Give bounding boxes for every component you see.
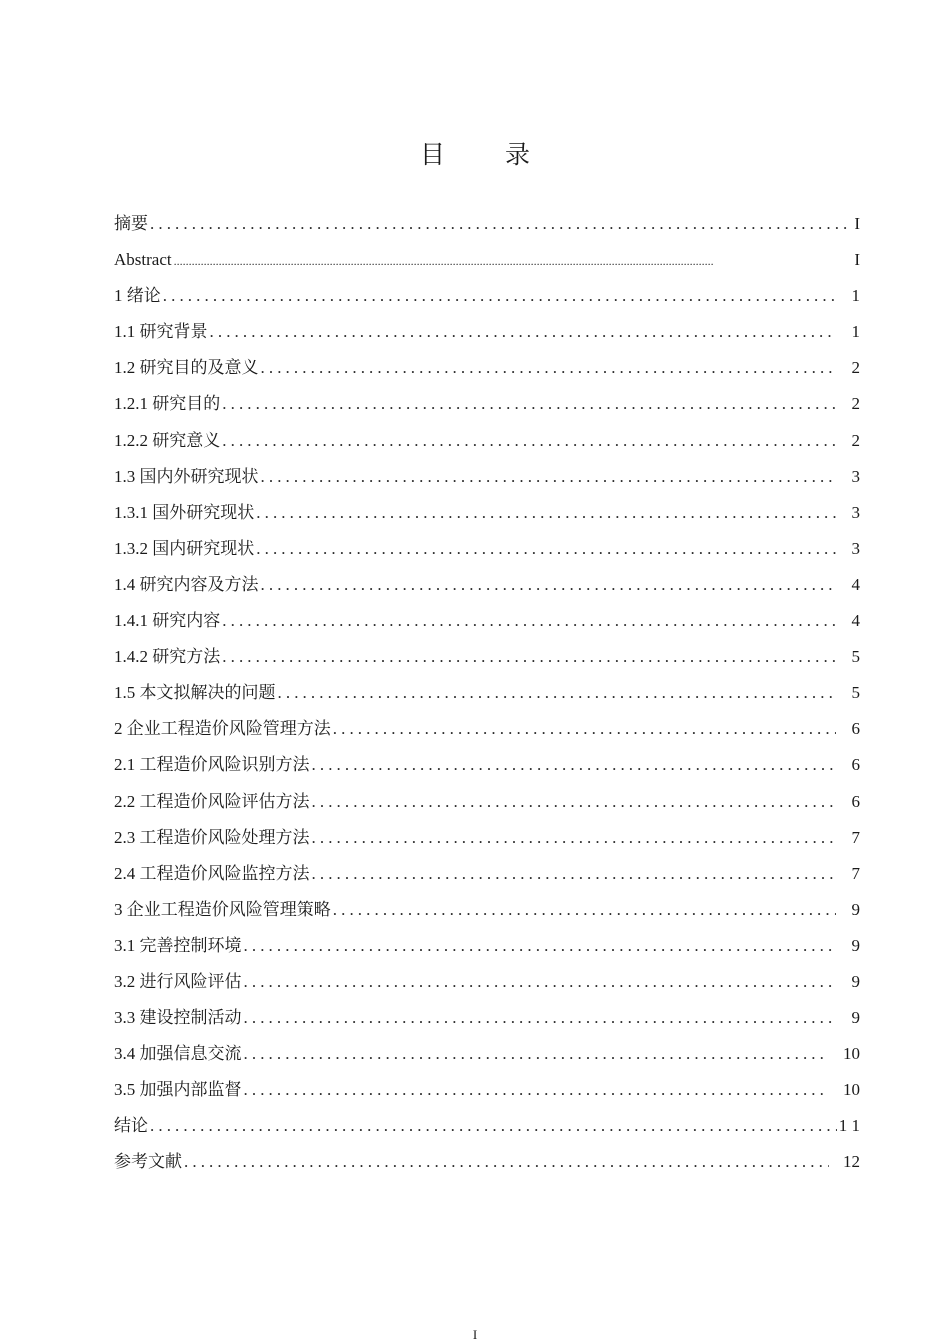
toc-entry-page: 9 bbox=[851, 1008, 860, 1028]
toc-dot-leader bbox=[222, 423, 836, 459]
toc-dot-leader bbox=[278, 675, 837, 711]
toc-entry-label: 3 企业工程造价风险管理策略 bbox=[114, 899, 331, 919]
toc-dot-leader bbox=[184, 1144, 829, 1180]
toc-entry-page: 4 bbox=[851, 574, 860, 594]
toc-dot-leader bbox=[312, 784, 837, 820]
toc-entry-page: 1 bbox=[851, 286, 860, 306]
toc-entry-1-4-2[interactable] bbox=[114, 639, 860, 675]
toc-entry-label: 3.4 加强信息交流 bbox=[114, 1044, 242, 1064]
toc-entry-label: 2.2 工程造价风险评估方法 bbox=[114, 791, 310, 811]
toc-entry-page: 7 bbox=[851, 863, 860, 883]
toc-dot-leader bbox=[150, 1108, 837, 1144]
toc-entry-label: 1.3.1 国外研究现状 bbox=[114, 502, 255, 522]
toc-entry-1-2-1[interactable] bbox=[114, 386, 860, 422]
toc-entry-page: 5 bbox=[851, 683, 860, 703]
toc-entry-chapter-1[interactable] bbox=[114, 278, 860, 314]
toc-dot-leader bbox=[222, 603, 836, 639]
toc-entry-1-3-1[interactable] bbox=[114, 495, 860, 531]
toc-entry-1-3[interactable] bbox=[114, 459, 860, 495]
toc-entry-label: 结论 bbox=[114, 1116, 148, 1136]
toc-dot-leader bbox=[244, 964, 837, 1000]
toc-dot-leader bbox=[150, 206, 848, 242]
toc-entry-1-4-1[interactable] bbox=[114, 603, 860, 639]
toc-entry-label: 2 企业工程造价风险管理方法 bbox=[114, 719, 331, 739]
toc-entry-label: 摘要 bbox=[114, 214, 148, 233]
toc-entry-page: 2 bbox=[851, 394, 860, 414]
toc-entry-label: 1.5 本文拟解决的问题 bbox=[114, 683, 276, 703]
toc-entry-label: 1.3 国内外研究现状 bbox=[114, 466, 259, 486]
toc-entry-references[interactable] bbox=[114, 1144, 860, 1180]
toc-dot-leader bbox=[312, 747, 837, 783]
toc-entry-1-1[interactable] bbox=[114, 314, 860, 350]
toc-entry-chapter-2[interactable] bbox=[114, 711, 860, 747]
toc-entry-1-3-2[interactable] bbox=[114, 531, 860, 567]
toc-entry-label: 2.3 工程造价风险处理方法 bbox=[114, 827, 310, 847]
toc-entry-page: 9 bbox=[851, 971, 860, 991]
toc-entry-page: 2 bbox=[851, 358, 860, 378]
toc-entry-page: 10 bbox=[843, 1080, 860, 1100]
toc-entry-page: 9 bbox=[851, 899, 860, 919]
toc-entry-page: 1 bbox=[851, 322, 860, 342]
toc-entry-conclusion[interactable] bbox=[114, 1108, 860, 1144]
toc-entry-abstract-en[interactable] bbox=[114, 242, 860, 278]
toc-dot-leader bbox=[333, 892, 836, 928]
toc-entry-3-2[interactable] bbox=[114, 964, 860, 1000]
toc-entry-label: 3.3 建设控制活动 bbox=[114, 1008, 242, 1028]
toc-entry-3-1[interactable] bbox=[114, 928, 860, 964]
toc-entry-label: Abstract bbox=[114, 250, 172, 270]
toc-entry-page: 6 bbox=[851, 719, 860, 739]
toc-entry-label: 参考文献 bbox=[114, 1152, 182, 1172]
toc-dot-leader bbox=[174, 243, 848, 279]
toc-entry-page: 3 bbox=[851, 502, 860, 522]
toc-entry-page: 6 bbox=[851, 755, 860, 775]
toc-dot-leader bbox=[244, 1072, 830, 1108]
toc-dot-leader bbox=[222, 639, 836, 675]
toc-entry-1-4[interactable] bbox=[114, 567, 860, 603]
toc-entry-label: 3.5 加强内部监督 bbox=[114, 1080, 242, 1100]
toc-dot-leader bbox=[312, 856, 837, 892]
toc-entry-page: 7 bbox=[851, 827, 860, 847]
toc-dot-leader bbox=[244, 928, 837, 964]
toc-entry-label: 1.2 研究目的及意义 bbox=[114, 358, 259, 378]
toc-entry-2-3[interactable] bbox=[114, 820, 860, 856]
toc-entry-2-2[interactable] bbox=[114, 784, 860, 820]
toc-entry-page: 2 bbox=[851, 430, 860, 450]
toc-entry-3-4[interactable] bbox=[114, 1036, 860, 1072]
toc-entry-page: 5 bbox=[851, 647, 860, 667]
toc-dot-leader bbox=[256, 531, 836, 567]
toc-entry-page: 1 1 bbox=[838, 1116, 860, 1136]
toc-entry-label: 3.2 进行风险评估 bbox=[114, 971, 242, 991]
toc-dot-leader bbox=[210, 314, 837, 350]
toc-entry-page: 3 bbox=[851, 466, 860, 486]
toc-dot-leader bbox=[312, 820, 837, 856]
toc-entry-abstract-cn[interactable] bbox=[114, 206, 860, 242]
toc-entry-label: 1.3.2 国内研究现状 bbox=[114, 538, 255, 558]
toc-dot-leader bbox=[244, 1036, 830, 1072]
toc-entry-1-2[interactable] bbox=[114, 350, 860, 386]
toc-entry-page: 10 bbox=[843, 1044, 860, 1064]
toc-entry-label: 3.1 完善控制环境 bbox=[114, 935, 242, 955]
toc-dot-leader bbox=[163, 278, 836, 314]
toc-entry-page: 6 bbox=[851, 791, 860, 811]
toc-entry-page: 12 bbox=[843, 1152, 860, 1172]
toc-dot-leader bbox=[261, 567, 837, 603]
toc-entry-label: 1.2.2 研究意义 bbox=[114, 430, 221, 450]
toc-entry-2-4[interactable] bbox=[114, 856, 860, 892]
toc-dot-leader bbox=[261, 350, 837, 386]
toc-entry-page: I bbox=[854, 214, 860, 233]
toc-dot-leader bbox=[333, 711, 836, 747]
toc-entry-label: 1.4.2 研究方法 bbox=[114, 647, 221, 667]
table-of-contents bbox=[114, 206, 860, 1181]
toc-dot-leader bbox=[261, 459, 837, 495]
toc-entry-label: 2.4 工程造价风险监控方法 bbox=[114, 863, 310, 883]
toc-entry-label: 1.1 研究背景 bbox=[114, 322, 208, 342]
toc-entry-page: 9 bbox=[851, 935, 860, 955]
toc-entry-label: 1.4.1 研究内容 bbox=[114, 611, 221, 631]
toc-entry-page: 3 bbox=[851, 538, 860, 558]
toc-entry-page: I bbox=[854, 250, 860, 270]
toc-entry-2-1[interactable] bbox=[114, 747, 860, 783]
toc-dot-leader bbox=[244, 1000, 837, 1036]
toc-entry-3-3[interactable] bbox=[114, 1000, 860, 1036]
toc-dot-leader bbox=[222, 386, 836, 422]
toc-entry-1-5[interactable] bbox=[114, 675, 860, 711]
toc-entry-label: 2.1 工程造价风险识别方法 bbox=[114, 755, 310, 775]
toc-entry-label: 1.4 研究内容及方法 bbox=[114, 574, 259, 594]
toc-entry-1-2-2[interactable] bbox=[114, 423, 860, 459]
toc-entry-chapter-3[interactable] bbox=[114, 892, 860, 928]
toc-dot-leader bbox=[256, 495, 836, 531]
page-number-footer: I bbox=[472, 1327, 478, 1342]
toc-entry-3-5[interactable] bbox=[114, 1072, 860, 1108]
toc-entry-page: 4 bbox=[851, 611, 860, 631]
toc-title: 目 录 bbox=[420, 139, 556, 169]
toc-entry-label: 1.2.1 研究目的 bbox=[114, 394, 221, 414]
toc-entry-label: 1 绪论 bbox=[114, 286, 161, 306]
